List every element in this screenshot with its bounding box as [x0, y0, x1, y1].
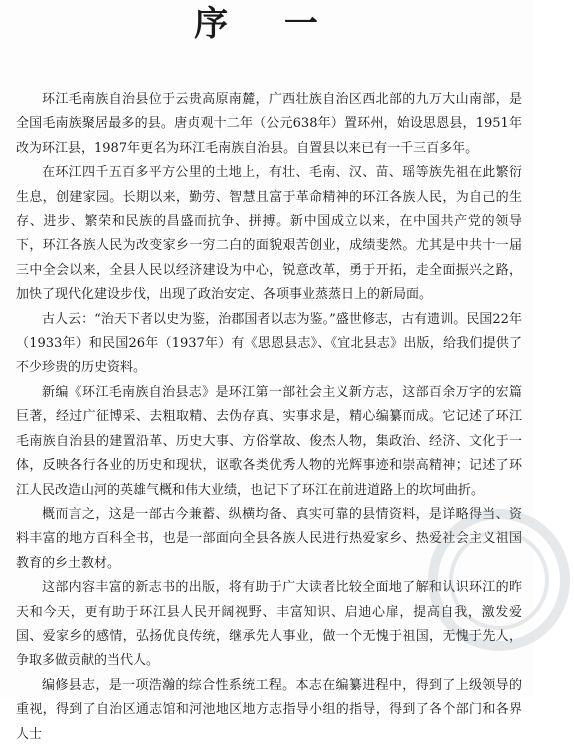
paragraph: 环江毛南族自治县位于云贵高原南麓，广西壮族自治区西北部的九万大山南部，是全国毛南族聚居最多的县。唐贞观十二年（公元638年）置环州，始设思恩县，1951年改为环江县，1987年更名为环江毛南族自治县。自置县以来已有一千三百多年。: [16, 92, 522, 156]
paragraph: 概而言之，这是一部古今兼蓄、纵横均备、真实可靠的县情资料，是详略得当、资料丰富的地方百科全书，也是一部面向全县各族人民进行热爱家乡、热爱社会主义祖国教育的乡土教材。: [16, 506, 522, 571]
paragraph: 这部内容丰富的新志书的出版，将有助于广大读者比较全面地了解和认识环江的昨天和今天，更有助于环江县人民开阔视野、丰富知识、启迪心扉，提高自我，激发爱国、爱家乡的感情，弘扬优良传统，继承先人事业，做一个无愧于祖国，无愧于先人，争取多做贡献的当代人。: [16, 580, 522, 669]
paragraph: 编修县志，是一项浩瀚的综合性系统工程。本志在编纂进程中，得到了上级领导的重视，得到了自治区通志馆和河池地区地方志指导小组的指导，得到了各个部门和各界人士: [16, 677, 522, 742]
preface-body: [16, 88, 522, 747]
paragraph: 古人云：“治天下者以史为鉴，治郡国者以志为鉴。”盛世修志，古有遗训。民国22年（1933年）和民国26年（1937年）有《思恩县志》、《宜北县志》出版，给我们提供了不少珍贵的历史资料。: [16, 311, 522, 376]
paragraph: 在环江四千五百多平方公里的土地上，有壮、毛南、汉、苗、瑶等族先祖在此繁衍生息，创建家园。长期以来，勤劳、智慧且富于革命精神的环江各族人民，为自己的生存、进步、繁荣和民族的昌盛而抗争、拼搏。新中国成立以来，在中国共产党的领导下，环江各族人民为改变家乡一穷二白的面貌艰苦创业，成绩斐然。尤其是中共十一届三中全会以来，全县人民以经济建设为中心，锐意改革，勇于开拓，走全面振兴之路，加快了现代化建设步伐，出现了政治安定、各项事业蒸蒸日上的新局面。: [16, 165, 522, 303]
page-title: 序 一: [194, 4, 340, 44]
paragraph: 新编《环江毛南族自治县志》是环江第一部社会主义新方志，这部百余万字的宏篇巨著，经过广征博采、去粗取精、去伪存真、实事求是，精心编纂而成。它记述了环江毛南族自治县的建置沿革、历史大事、方俗掌故、俊杰人物，集政治、经济、文化于一体，反映各行各业的历史和现状，讴歌各类优秀人物的光辉事迹和崇高精神；记述了环江人民改造山河的英雄气概和伟大业绩，也记下了环江在前进道路上的坎坷曲折。: [16, 384, 522, 498]
